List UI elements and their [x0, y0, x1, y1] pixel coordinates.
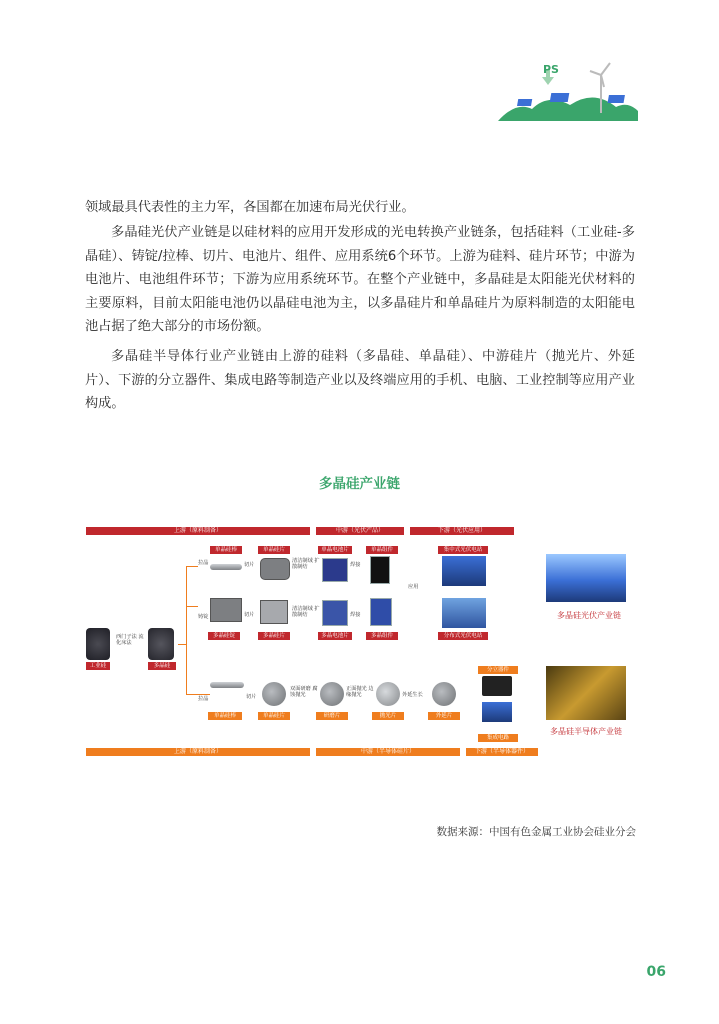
- label-distributed-station: 分布式光伏电站: [438, 632, 488, 640]
- semi-wafer-image: [262, 682, 286, 706]
- step-welding-1: 焊接: [350, 562, 361, 568]
- label-centralized-station: 集中式光伏电站: [438, 546, 488, 554]
- label-mono-module: 单晶组件: [366, 546, 398, 554]
- label-polysilicon: 多晶硅: [148, 662, 176, 670]
- pv-chain-photo: [546, 554, 626, 602]
- multi-wafer-image: [260, 600, 288, 624]
- multi-module-image: [370, 598, 392, 626]
- apply-label: 应用: [408, 584, 419, 590]
- data-source: 数据来源：中国有色金属工业协会硅业分会: [436, 826, 636, 838]
- label-multi-ingot: 多晶硅锭: [208, 632, 240, 640]
- top-band-midstream: 中游（光伏产品）: [316, 527, 404, 535]
- bottom-band-downstream: 下游（半导体器件）: [466, 748, 538, 756]
- page-number: 06: [646, 964, 666, 980]
- step-casting-2: 铸锭: [198, 614, 209, 620]
- step-pulling-semi: 拉晶: [198, 696, 209, 702]
- multi-ingot-image: [210, 598, 242, 622]
- figure-title: 多晶硅产业链: [319, 476, 400, 492]
- header-logo: [498, 55, 638, 125]
- mono-module-image: [370, 556, 390, 584]
- top-band-downstream: 下游（光伏应用）: [410, 527, 514, 535]
- label-lapped-wafer: 研磨片: [316, 712, 348, 720]
- lapped-wafer-image: [320, 682, 344, 706]
- mono-wafer-image: [260, 558, 290, 580]
- label-mono-cell: 单晶电池片: [318, 546, 352, 554]
- step-texturing-1: 清洁制绒 扩散制结: [292, 558, 320, 570]
- label-polished-wafer: 抛光片: [372, 712, 404, 720]
- centralized-station-image: [442, 556, 486, 586]
- paragraph-3: 多晶硅半导体行业产业链由上游的硅料（多晶硅、单晶硅）、中游硅片（抛光片、外延片）、下游的分立器件、集成电路等制造产业以及终端应用的手机、电脑、工业控制等应用产业构成。: [85, 349, 635, 411]
- semi-rod-image: [210, 682, 244, 688]
- industry-chain-diagram: [86, 524, 638, 764]
- label-semi-rod: 单晶硅棒: [208, 712, 242, 720]
- distributed-station-image: [442, 598, 486, 628]
- step-epitaxy-semi: 外延生长: [402, 692, 423, 698]
- discrete-devices-image: [482, 676, 512, 696]
- label-mono-rod: 单晶硅棒: [210, 546, 242, 554]
- label-multi-wafer: 多晶硅片: [258, 632, 290, 640]
- semi-chain-photo: [546, 666, 626, 720]
- bottom-band-upstream: 上游（原料制备）: [86, 748, 310, 756]
- step-slicing-semi: 切片: [246, 694, 257, 700]
- top-band-upstream: 上游（原料制备）: [86, 527, 310, 535]
- solar-wind-logo-icon: [498, 55, 638, 125]
- logo-text: PS: [543, 63, 559, 76]
- integrated-circuit-image: [482, 702, 512, 722]
- label-semi-wafer: 单晶硅片: [258, 712, 290, 720]
- step-texturing-2: 清洁制绒 扩散制结: [292, 606, 320, 618]
- caption-semi-chain: 多晶硅半导体产业链: [550, 727, 622, 736]
- step-pulling-1: 拉晶: [198, 560, 209, 566]
- polysilicon-image: [148, 628, 174, 660]
- label-epi-wafer: 外延片: [428, 712, 460, 720]
- step-polishing-semi: 正面抛光 边缘抛光: [346, 686, 374, 698]
- paragraph-2: 多晶硅光伏产业链是以硅材料的应用开发形成的光电转换产业链条，包括硅料（工业硅-多晶硅）、铸锭/拉棒、切片、电池片、组件、应用系统6个环节。上游为硅料、硅片环节；中游为电池片、电池组件环节；下游为应用系统环节。在整个产业链中，多晶硅是太阳能光伏材料的主要原料，目前太阳能电池仍以晶硅电池为主，以多晶硅片和单晶硅片为原料制造的太阳能电池占据了绝大部分的市场份额。: [85, 225, 635, 334]
- paragraph-1: 领域最具代表性的主力军，各国都在加速布局光伏行业。: [85, 200, 415, 215]
- label-discrete-devices: 分立器件: [478, 666, 518, 674]
- industrial-silicon-image: [86, 628, 110, 660]
- step-welding-2: 焊接: [350, 612, 361, 618]
- epi-wafer-image: [432, 682, 456, 706]
- mono-rod-image: [210, 564, 242, 570]
- label-industrial-silicon: 工业硅: [86, 662, 110, 670]
- caption-pv-chain: 多晶硅光伏产业链: [557, 611, 621, 620]
- bottom-band-midstream: 中游（半导体硅片）: [316, 748, 460, 756]
- label-integrated-circuit: 集成电路: [478, 734, 518, 742]
- label-multi-cell: 多晶电池片: [318, 632, 352, 640]
- step-slicing-2: 切片: [244, 612, 255, 618]
- mono-cell-image: [322, 558, 348, 582]
- multi-cell-image: [322, 600, 348, 626]
- label-mono-wafer: 单晶硅片: [258, 546, 290, 554]
- step-slicing-1: 切片: [244, 562, 255, 568]
- step-grinding-semi: 双面研磨 腐蚀抛光: [290, 686, 318, 698]
- label-multi-module: 多晶组件: [366, 632, 398, 640]
- polished-wafer-image: [376, 682, 400, 706]
- process-siemens: 西门子法 流化床法: [116, 634, 144, 646]
